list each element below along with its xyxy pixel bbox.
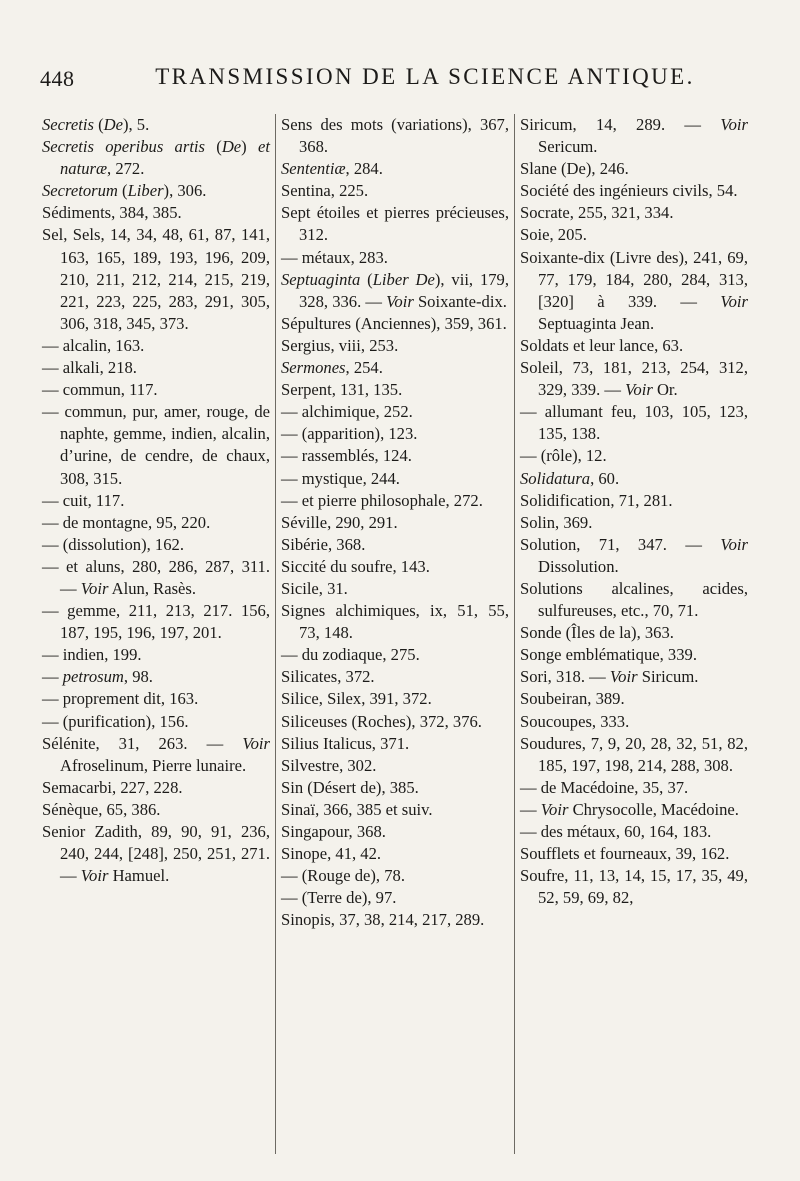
index-entry: — indien, 199. xyxy=(42,645,142,665)
index-entry: Soie, 205. xyxy=(520,225,587,245)
index-entry: — et pierre philosophale, 272. xyxy=(281,490,483,510)
index-entry: Silicates, 372. xyxy=(281,667,375,687)
index-entry: Sentina, 225. xyxy=(281,181,369,201)
index-entry: Silvestre, 302. xyxy=(281,755,377,775)
index-entry: Siccité du soufre, 143. xyxy=(281,556,430,576)
index-entry: Socrate, 255, 321, 334. xyxy=(520,203,674,223)
index-entry: Sinope, 41, 42. xyxy=(281,844,382,864)
index-entry: Secretis (De), 5. xyxy=(42,115,150,134)
page-number: 448 xyxy=(40,66,75,91)
index-entry: Solidification, 71, 281. xyxy=(520,490,673,510)
index-entry: Solidatura, 60. xyxy=(520,468,620,488)
index-entry: Sergius, viii, 253. xyxy=(281,335,399,355)
index-entry: — Voir Chrysocolle, Macédoine. xyxy=(520,799,739,819)
index-entry: — (purification), 156. xyxy=(42,711,189,731)
index-entry: Septuaginta (Liber De), vii, 179, 328, 336. — Voir Soixante-dix. xyxy=(281,269,509,311)
index-columns xyxy=(42,114,768,1154)
index-entry: — des métaux, 60, 164, 183. xyxy=(520,822,712,841)
index-entry: Sédiments, 384, 385. xyxy=(42,203,182,223)
index-entry: Senior Zadith, 89, 90, 91, 236, 240, 244, [248], 250, 251, 271. — Voir Hamuel. xyxy=(42,822,270,886)
index-entry: Signes alchimiques, ix, 51, 55, 73, 148. xyxy=(281,601,509,643)
index-entry: Séville, 290, 291. xyxy=(281,512,398,532)
index-entry: Secretis operibus artis (De) et naturæ, 272. xyxy=(42,137,270,179)
index-entry: — (dissolution), 162. xyxy=(42,534,184,554)
index-entry: — (Rouge de), 78. xyxy=(281,866,405,886)
index-entry: Sel, Sels, 14, 34, 48, 61, 87, 141, 163, 165, 189, 193, 196, 209, 210, 211, 212, 214, 215, 219, 221, 223, 225, 283, 291, 305, 306, 318, 345, 373. xyxy=(42,225,270,333)
index-entry: — cuit, 117. xyxy=(42,490,125,510)
index-entry: Solutions alcalines, acides, sulfureuses, etc., 70, 71. xyxy=(520,578,748,621)
index-entry: Soudures, 7, 9, 20, 28, 32, 51, 82, 185, 197, 198, 214, 288, 308. xyxy=(520,733,748,775)
index-entry: Semacarbi, 227, 228. xyxy=(42,777,183,797)
index-entry: Siricum, 14, 289. — Voir Sericum. xyxy=(520,115,748,157)
index-entry: Sépultures (Anciennes), 359, 361. xyxy=(281,313,507,333)
index-entry: Sélénite, 31, 263. — Voir Afroselinum, Pierre lunaire. xyxy=(42,733,270,775)
index-entry: Soufre, 11, 13, 14, 15, 17, 35, 49, 52, 59, 69, 82, xyxy=(520,866,748,908)
index-entry: — de montagne, 95, 220. xyxy=(42,512,211,532)
index-entry: — de Macédoine, 35, 37. xyxy=(520,777,689,797)
index-entry: Sens des mots (variations), 367, 368. xyxy=(281,115,509,157)
index-entry: Sept étoiles et pierres précieuses, 312. xyxy=(281,203,509,245)
index-entry: Soufflets et fourneaux, 39, 162. xyxy=(520,844,730,864)
index-entry: Singapour, 368. xyxy=(281,822,386,841)
index-entry: Silius Italicus, 371. xyxy=(281,733,410,753)
index-entry: — (apparition), 123. xyxy=(281,424,418,444)
index-entry: — (Terre de), 97. xyxy=(281,888,397,908)
index-column-3 xyxy=(520,114,748,1154)
index-entry: Siliceuses (Roches), 372, 376. xyxy=(281,711,482,731)
index-entry: Silice, Silex, 391, 372. xyxy=(281,689,432,709)
index-entry: — allumant feu, 103, 105, 123, 135, 138. xyxy=(520,402,748,444)
index-entry: Solin, 369. xyxy=(520,512,593,532)
index-entry: Soubeiran, 389. xyxy=(520,689,625,709)
index-entry: — proprement dit, 163. xyxy=(42,689,199,709)
index-entry: Soldats et leur lance, 63. xyxy=(520,335,684,355)
index-entry: Sori, 318. — Voir Siricum. xyxy=(520,667,699,687)
index-entry: Sonde (Îles de la), 363. xyxy=(520,623,674,643)
column-divider xyxy=(275,114,276,1154)
index-entry: Société des ingénieurs civils, 54. xyxy=(520,181,738,201)
index-entry: — alcalin, 163. xyxy=(42,335,145,355)
index-column-1 xyxy=(42,114,270,1154)
running-title: TRANSMISSION DE LA SCIENCE ANTIQUE. xyxy=(155,64,695,89)
page-header xyxy=(40,60,768,100)
index-entry: — rassemblés, 124. xyxy=(281,446,412,466)
index-entry: — mystique, 244. xyxy=(281,468,400,488)
index-entry: Sinaï, 366, 385 et suiv. xyxy=(281,799,433,819)
index-entry: — alchimique, 252. xyxy=(281,402,413,422)
column-divider xyxy=(514,114,515,1154)
index-entry: — alkali, 218. xyxy=(42,358,137,378)
index-entry: — gemme, 211, 213, 217. 156, 187, 195, 196, 197, 201. xyxy=(42,601,270,643)
index-column-2 xyxy=(281,114,509,1154)
index-entry: — commun, pur, amer, rouge, de naphte, gemme, indien, alcalin, d’urine, de cendre, de chaux, 308, 315. xyxy=(42,402,270,488)
index-entry: Soucoupes, 333. xyxy=(520,711,630,731)
index-entry: — du zodiaque, 275. xyxy=(281,645,420,665)
index-entry: Soleil, 73, 181, 213, 254, 312, 329, 339. — Voir Or. xyxy=(520,358,748,400)
index-entry: — et aluns, 280, 286, 287, 311. — Voir Alun, Rasès. xyxy=(42,556,270,598)
index-entry: Solution, 71, 347. — Voir Dissolution. xyxy=(520,534,748,576)
index-entry: — métaux, 283. xyxy=(281,247,388,267)
index-entry: — commun, 117. xyxy=(42,380,158,400)
index-entry: Sermones, 254. xyxy=(281,358,383,378)
index-entry: Sin (Désert de), 385. xyxy=(281,777,419,797)
index-entry: Secretorum (Liber), 306. xyxy=(42,181,207,201)
index-entry: Sinopis, 37, 38, 214, 217, 289. xyxy=(281,910,485,930)
index-entry: Sénèque, 65, 386. xyxy=(42,799,161,819)
index-entry: Sibérie, 368. xyxy=(281,534,366,554)
index-entry: Songe emblématique, 339. xyxy=(520,645,697,665)
index-entry: Serpent, 131, 135. xyxy=(281,380,403,400)
index-entry: Slane (De), 246. xyxy=(520,159,629,179)
index-entry: — (rôle), 12. xyxy=(520,446,607,466)
index-entry: Sicile, 31. xyxy=(281,578,348,598)
index-entry: — petrosum, 98. xyxy=(42,667,153,687)
index-entry: Soixante-dix (Livre des), 241, 69, 77, 179, 184, 280, 284, 313, [320] à 339. — Voir Septuaginta Jean. xyxy=(520,247,748,333)
index-entry: Sententiæ, 284. xyxy=(281,159,383,179)
